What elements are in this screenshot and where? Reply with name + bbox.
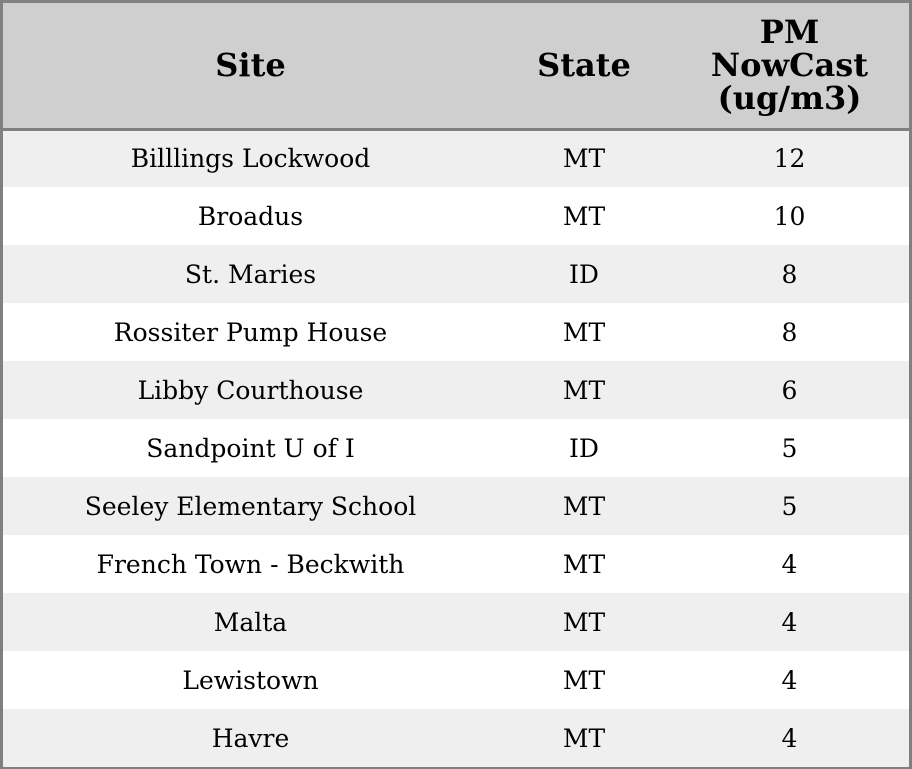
cell-state: MT: [562, 665, 606, 695]
cell-state: MT: [562, 201, 606, 231]
table-row: [3, 709, 909, 767]
pm-nowcast-table: [3, 3, 909, 767]
cell-state: MT: [562, 607, 606, 637]
cell-state: ID: [569, 259, 599, 289]
cell-site: Billlings Lockwood: [130, 144, 371, 174]
cell-state: MT: [562, 491, 606, 521]
cell-site: Malta: [213, 607, 288, 637]
table-row: [3, 129, 909, 187]
cell-pm: 4: [781, 723, 798, 753]
cell-pm: 4: [781, 665, 798, 695]
cell-site: Lewistown: [182, 665, 319, 695]
header-row: [3, 3, 909, 129]
cell-site: Sandpoint U of I: [146, 433, 355, 463]
table-header: [3, 3, 909, 129]
table-row: [3, 187, 909, 245]
cell-site: Rossiter Pump House: [113, 317, 388, 347]
cell-site: Broadus: [197, 201, 304, 231]
cell-site: Havre: [211, 723, 290, 753]
cell-state: MT: [562, 144, 606, 174]
table-row: [3, 419, 909, 477]
cell-pm: 5: [781, 433, 798, 463]
cell-state: MT: [562, 375, 606, 405]
cell-state: MT: [562, 723, 606, 753]
cell-state: ID: [569, 433, 599, 463]
cell-site: Libby Courthouse: [137, 375, 364, 405]
cell-pm: 4: [781, 607, 798, 637]
table-row: [3, 245, 909, 303]
table-row: [3, 361, 909, 419]
table-body: [3, 129, 909, 767]
header-state: State: [498, 3, 670, 129]
cell-site: Seeley Elementary School: [84, 491, 417, 521]
table-row: [3, 593, 909, 651]
table-row: [3, 535, 909, 593]
cell-site: St. Maries: [184, 259, 317, 289]
table-row: [3, 477, 909, 535]
header-pm-line-2: NowCast: [710, 45, 869, 84]
header-pm-line-3: (ug/m3): [717, 78, 862, 117]
cell-pm: 10: [773, 201, 806, 231]
cell-site: French Town - Beckwith: [96, 549, 405, 579]
cell-pm: 6: [781, 375, 798, 405]
cell-state: MT: [562, 317, 606, 347]
cell-pm: 8: [781, 317, 798, 347]
cell-state: MT: [562, 549, 606, 579]
header-pm-line-1: PM: [759, 12, 820, 51]
table-row: [3, 303, 909, 361]
cell-pm: 12: [773, 144, 806, 174]
header-pm-nowcast: [670, 3, 909, 129]
table-row: [3, 651, 909, 709]
cell-pm: 5: [781, 491, 798, 521]
cell-pm: 8: [781, 259, 798, 289]
header-site: Site: [3, 3, 498, 129]
cell-pm: 4: [781, 549, 798, 579]
